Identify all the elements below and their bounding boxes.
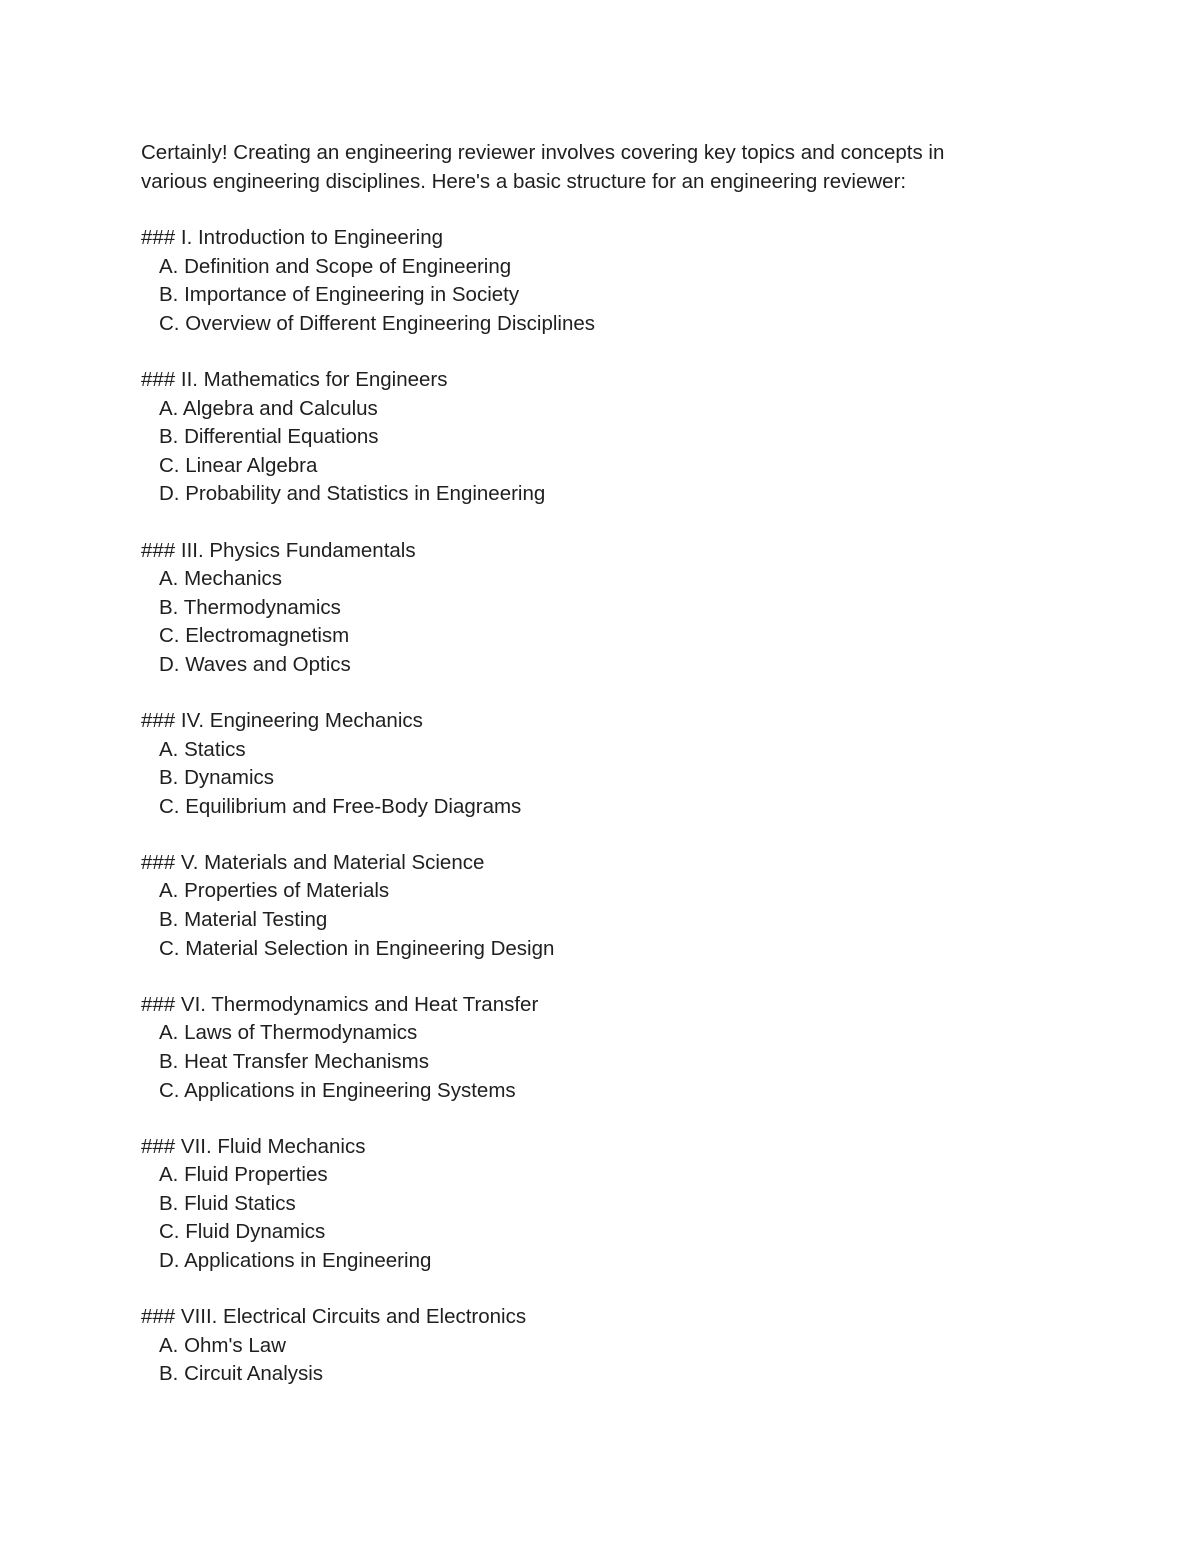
outline-section [141, 537, 1041, 680]
section-item: D. Probability and Statistics in Engineering [159, 482, 546, 506]
outline-section [141, 224, 1041, 338]
section-item: B. Heat Transfer Mechanisms [159, 1049, 430, 1073]
section-item: B. Fluid Statics [159, 1191, 296, 1215]
section-item: B. Differential Equations [159, 425, 379, 449]
section-item: C. Applications in Engineering Systems [159, 1078, 516, 1102]
section-item: C. Electromagnetism [159, 624, 350, 648]
outline-sections [141, 224, 1041, 1389]
section-item: B. Importance of Engineering in Society [159, 283, 520, 307]
section-heading: ### VII. Fluid Mechanics [141, 1134, 366, 1158]
section-item: A. Algebra and Calculus [159, 396, 378, 420]
section-heading: ### II. Mathematics for Engineers [141, 368, 448, 392]
section-item: A. Laws of Thermodynamics [159, 1021, 418, 1045]
section-item: C. Material Selection in Engineering Design [159, 936, 555, 960]
outline-section [141, 707, 1041, 821]
section-item: B. Circuit Analysis [159, 1362, 324, 1386]
outline-section [141, 849, 1041, 963]
section-heading: ### IV. Engineering Mechanics [141, 709, 423, 732]
section-item: D. Waves and Optics [159, 652, 351, 676]
section-item: A. Mechanics [159, 567, 283, 591]
section-item: B. Material Testing [159, 908, 328, 932]
section-item: C. Overview of Different Engineering Disciplines [159, 311, 596, 335]
section-item: A. Statics [159, 737, 246, 761]
section-item: C. Linear Algebra [159, 453, 318, 477]
outline-section [141, 1133, 1041, 1276]
section-heading: ### VIII. Electrical Circuits and Electronics [141, 1305, 527, 1329]
document-page [141, 139, 1041, 1416]
section-item: A. Definition and Scope of Engineering [159, 254, 512, 278]
intro-line: various engineering disciplines. Here's a basic structure for an engineering reviewer: [141, 169, 907, 193]
section-item: D. Applications in Engineering [159, 1249, 432, 1272]
section-heading: ### V. Materials and Material Science [141, 850, 485, 874]
section-heading: ### VI. Thermodynamics and Heat Transfer [141, 992, 539, 1016]
section-heading: ### I. Introduction to Engineering [141, 226, 444, 250]
section-item: B. Dynamics [159, 766, 275, 790]
section-item: B. Thermodynamics [159, 595, 341, 619]
outline-section [141, 991, 1041, 1105]
section-item: A. Properties of Materials [159, 879, 390, 903]
section-item: A. Fluid Properties [159, 1163, 328, 1187]
intro-paragraph [141, 139, 1041, 196]
section-item: A. Ohm's Law [159, 1333, 286, 1357]
section-item: C. Equilibrium and Free-Body Diagrams [159, 794, 522, 818]
outline-section [141, 1303, 1041, 1389]
section-item: C. Fluid Dynamics [159, 1220, 326, 1244]
section-heading: ### III. Physics Fundamentals [141, 538, 416, 562]
intro-line: Certainly! Creating an engineering reviewer involves covering key topics and concepts in [141, 141, 945, 164]
outline-section [141, 366, 1041, 509]
